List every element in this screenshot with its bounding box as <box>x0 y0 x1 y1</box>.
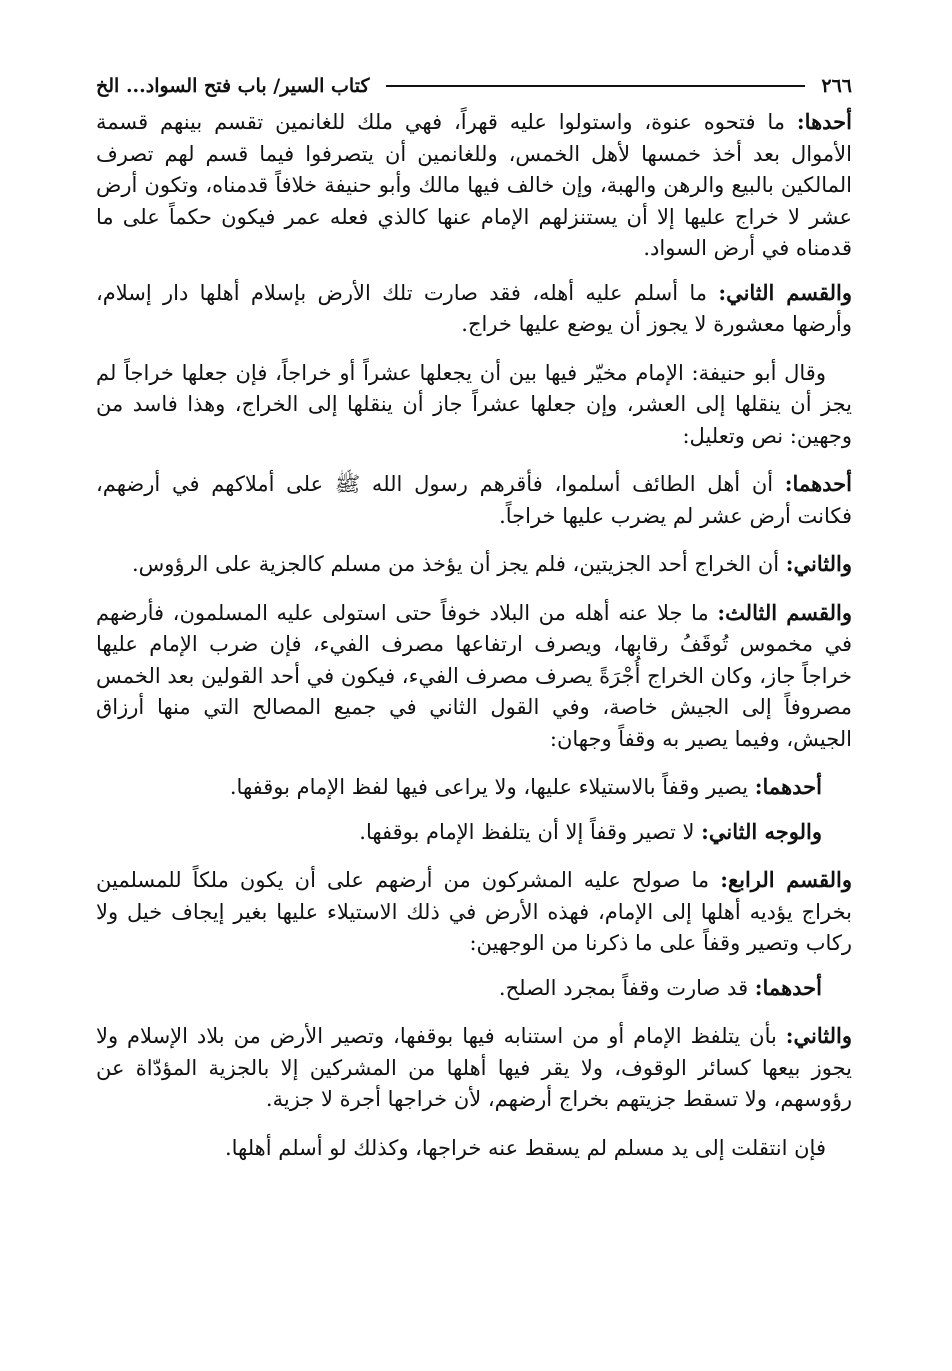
paragraph-lead: والوجه الثاني: <box>701 818 822 844</box>
paragraph-lead: والقسم الرابع: <box>720 867 852 892</box>
body-text <box>96 106 852 1164</box>
paragraph-text: يصير وقفاً بالاستيلاء عليها، ولا يراعى فيها لفظ الإمام بوقفها. <box>229 775 755 799</box>
paragraph-lead: أحدهما: <box>784 471 852 496</box>
page-header <box>96 70 852 102</box>
paragraph-text: بأن يتلفظ الإمام أو من استنابه فيها بوقفها، وتصير الأرض من بلاد الإسلام ولا يجوز بيعها كسائر الوقوف، ولا يقر فيها أهلها من المشركين إلا بالجزية المؤدّاة عن رؤوسهم، ولا تسقط جزيتهم بخراج أرضهم، لأن خراجها أجرة لا جزية. <box>96 1024 852 1111</box>
paragraph <box>96 864 852 960</box>
paragraph <box>96 1132 852 1165</box>
paragraph-text: وقال أبو حنيفة: الإمام مخيّر فيها بين أن يجعلها عشراً أو خراجاً، فإن جعلها خراجاً لم يجز أن ينقلها إلى العشر، وإن جعلها عشراً جاز أن ينقلها إلى الخراج، وهذا فاسد من وجهين: نص وتعليل: <box>96 360 852 448</box>
paragraph-text: قد صارت وقفاً بمجرد الصلح. <box>498 975 755 1000</box>
paragraph-lead: أحدها: <box>796 109 852 134</box>
paragraph <box>96 357 852 453</box>
paragraph-text: لا تصير وقفاً إلا أن يتلفظ الإمام بوقفها. <box>359 819 702 844</box>
header-rule <box>386 85 806 87</box>
paragraph-text: ما أسلم عليه أهله، فقد صارت تلك الأرض بإسلام أهلها دار إسلام، وأرضها معشورة لا يجوز أن يوضع عليها خراج. <box>96 280 852 336</box>
paragraph <box>96 972 852 1005</box>
paragraph-text: أن أهل الطائف أسلموا، فأقرهم رسول الله ﷺ على أملاكهم في أرضهم، فكانت أرض عشر لم يضرب عليها خراجاً. <box>96 472 852 528</box>
page-number: ٢٦٦ <box>821 75 852 97</box>
paragraph-lead: أحدهما: <box>754 974 822 1000</box>
paragraph-lead: والثاني: <box>785 551 852 576</box>
paragraph-text: ما فتحوه عنوة، واستولوا عليه قهراً، فهي ملك للغانمين تقسم بينهم قسمة الأموال بعد أخذ خمسها لأهل الخمس، وللغانمين أن يتصرفوا فيما قسم لهم تصرف المالكين بالبيع والرهن والهبة، وإن خالف فيها مالك وأبو حنيفة خلافاً قدمناه، وتكون أرض عشر لا خراج عليها إلا أن يستنزلهم الإمام عنها كالذي فعله عمر فيكون حكماً على ما قدمناه في أرض السواد. <box>96 110 852 260</box>
paragraph-lead: والقسم الثاني: <box>718 279 852 305</box>
running-title: كتاب السير/ باب فتح السواد... الخ <box>96 75 370 97</box>
paragraph-lead: أحدهما: <box>754 774 822 799</box>
paragraph <box>96 816 852 849</box>
paragraph-text: فإن انتقلت إلى يد مسلم لم يسقط عنه خراجها، وكذلك لو أسلم أهلها. <box>224 1135 826 1160</box>
paragraph <box>96 771 852 804</box>
paragraph-lead: والثاني: <box>785 1023 852 1048</box>
paragraph <box>96 468 852 532</box>
paragraph <box>96 106 852 265</box>
paragraph <box>96 548 852 581</box>
paragraph-lead: والقسم الثالث: <box>717 599 852 625</box>
paragraph-text: ما صولح عليه المشركون من أرضهم على أن يكون ملكاً للمسلمين بخراج يؤديه أهلها إلى الإمام، فهذه الأرض في ذلك الاستيلاء عليها بغير إيجاف خيل ولا ركاب وتصير وقفاً على ما ذكرنا من الوجهين: <box>96 868 852 955</box>
paragraph-text: ما جلا عنه أهله من البلاد خوفاً حتى استولى عليه المسلمون، فأرضهم في مخموس تُوقَفُ رقابها، ويصرف ارتفاعها مصرف الفيء، فإن ضرب الإمام عليها خراجاً جاز، وكان الخراج أُجْرَةً يصرف مصرف الفيء، فيكون في أحد القولين بعد الخمس مصروفاً إلى الجيش خاصة، وفي القول الثاني في جميع المصالح التي منها أرزاق الجيش، وفيما يصير به وقفاً وجهان: <box>96 600 852 751</box>
paragraph <box>96 1020 852 1116</box>
paragraph-text: أن الخراج أحد الجزيتين، فلم يجز أن يؤخذ من مسلم كالجزية على الرؤوس. <box>131 552 786 576</box>
paragraph <box>96 597 852 756</box>
paragraph <box>96 277 852 341</box>
